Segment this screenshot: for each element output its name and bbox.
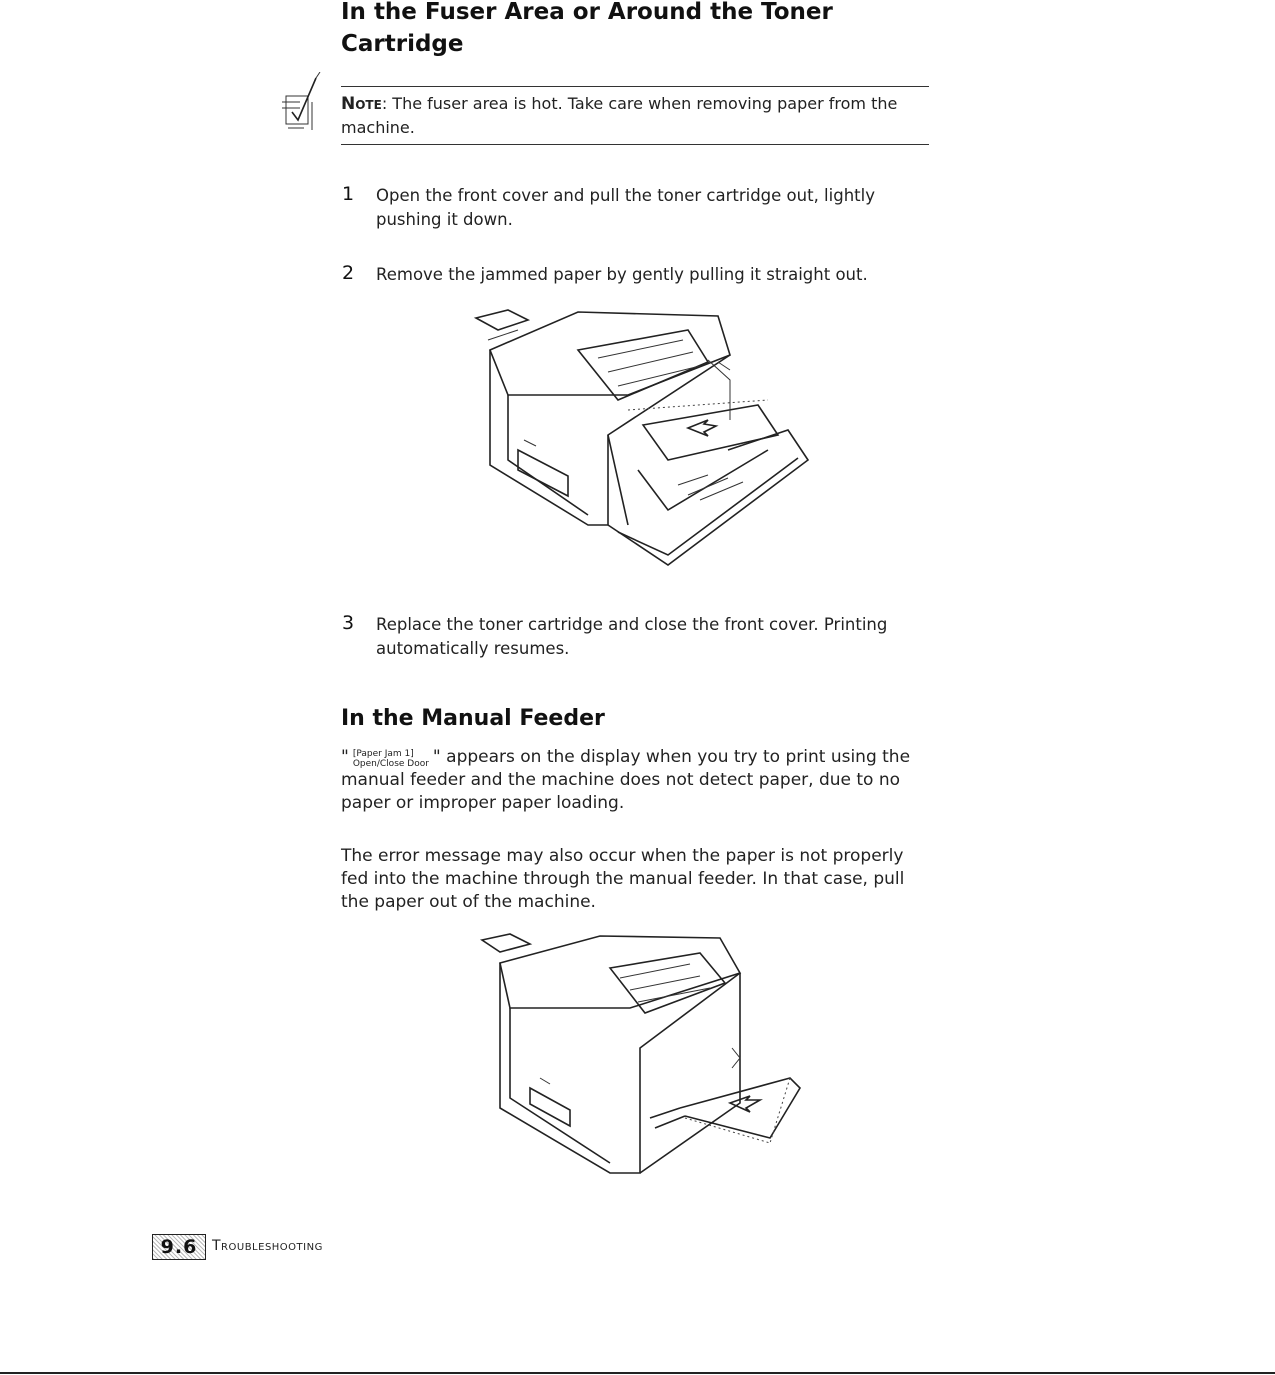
quote-open: "	[341, 747, 349, 767]
step-2-text: Remove the jammed paper by gently pulling it straight out.	[376, 265, 868, 284]
page-number-badge: 9.6	[152, 1234, 206, 1260]
page-bottom-rule	[0, 1372, 1275, 1374]
step-1-text: Open the front cover and pull the toner cartridge out, lightly pushing it down.	[376, 186, 875, 229]
manual-feeder-title: In the Manual Feeder	[341, 706, 605, 731]
note-top-rule	[341, 86, 929, 87]
lcd-line-1: [Paper Jam 1]	[352, 749, 414, 759]
step-3-text: Replace the toner cartridge and close the front cover. Printing automatically resumes.	[376, 615, 888, 658]
manual-feeder-paragraph-2: The error message may also occur when the paper is not properly fed into the machine through the manual feeder. In that case, pull the paper out of the machine.	[341, 846, 905, 912]
note-separator: :	[381, 94, 388, 113]
footer-section-label: Troubleshooting	[212, 1238, 323, 1254]
step-3-number: 3	[342, 612, 355, 634]
note-text-block	[341, 92, 931, 139]
lcd-line-2: Open/Close Door	[352, 759, 429, 769]
printer-manual-feeder-illustration	[470, 928, 810, 1178]
note-label: Note	[341, 94, 382, 114]
manual-feeder-paragraph-1	[341, 746, 931, 815]
step-2-number: 2	[342, 262, 355, 284]
quote-close: "	[432, 747, 441, 767]
paragraph-1-text: appears on the display when you try to print using the manual feeder and the machine does not detect paper, due to no paper or improper paper loading.	[341, 747, 911, 813]
note-pencil-icon	[278, 72, 328, 134]
note-body: The fuser area is hot. Take care when removing paper from the machine.	[341, 94, 898, 137]
lcd-message	[353, 749, 429, 769]
step-1-number: 1	[342, 183, 355, 205]
note-bottom-rule	[341, 144, 929, 145]
section-title: In the Fuser Area or Around the Toner Cartridge	[341, 0, 833, 57]
printer-fuser-illustration	[468, 300, 828, 580]
